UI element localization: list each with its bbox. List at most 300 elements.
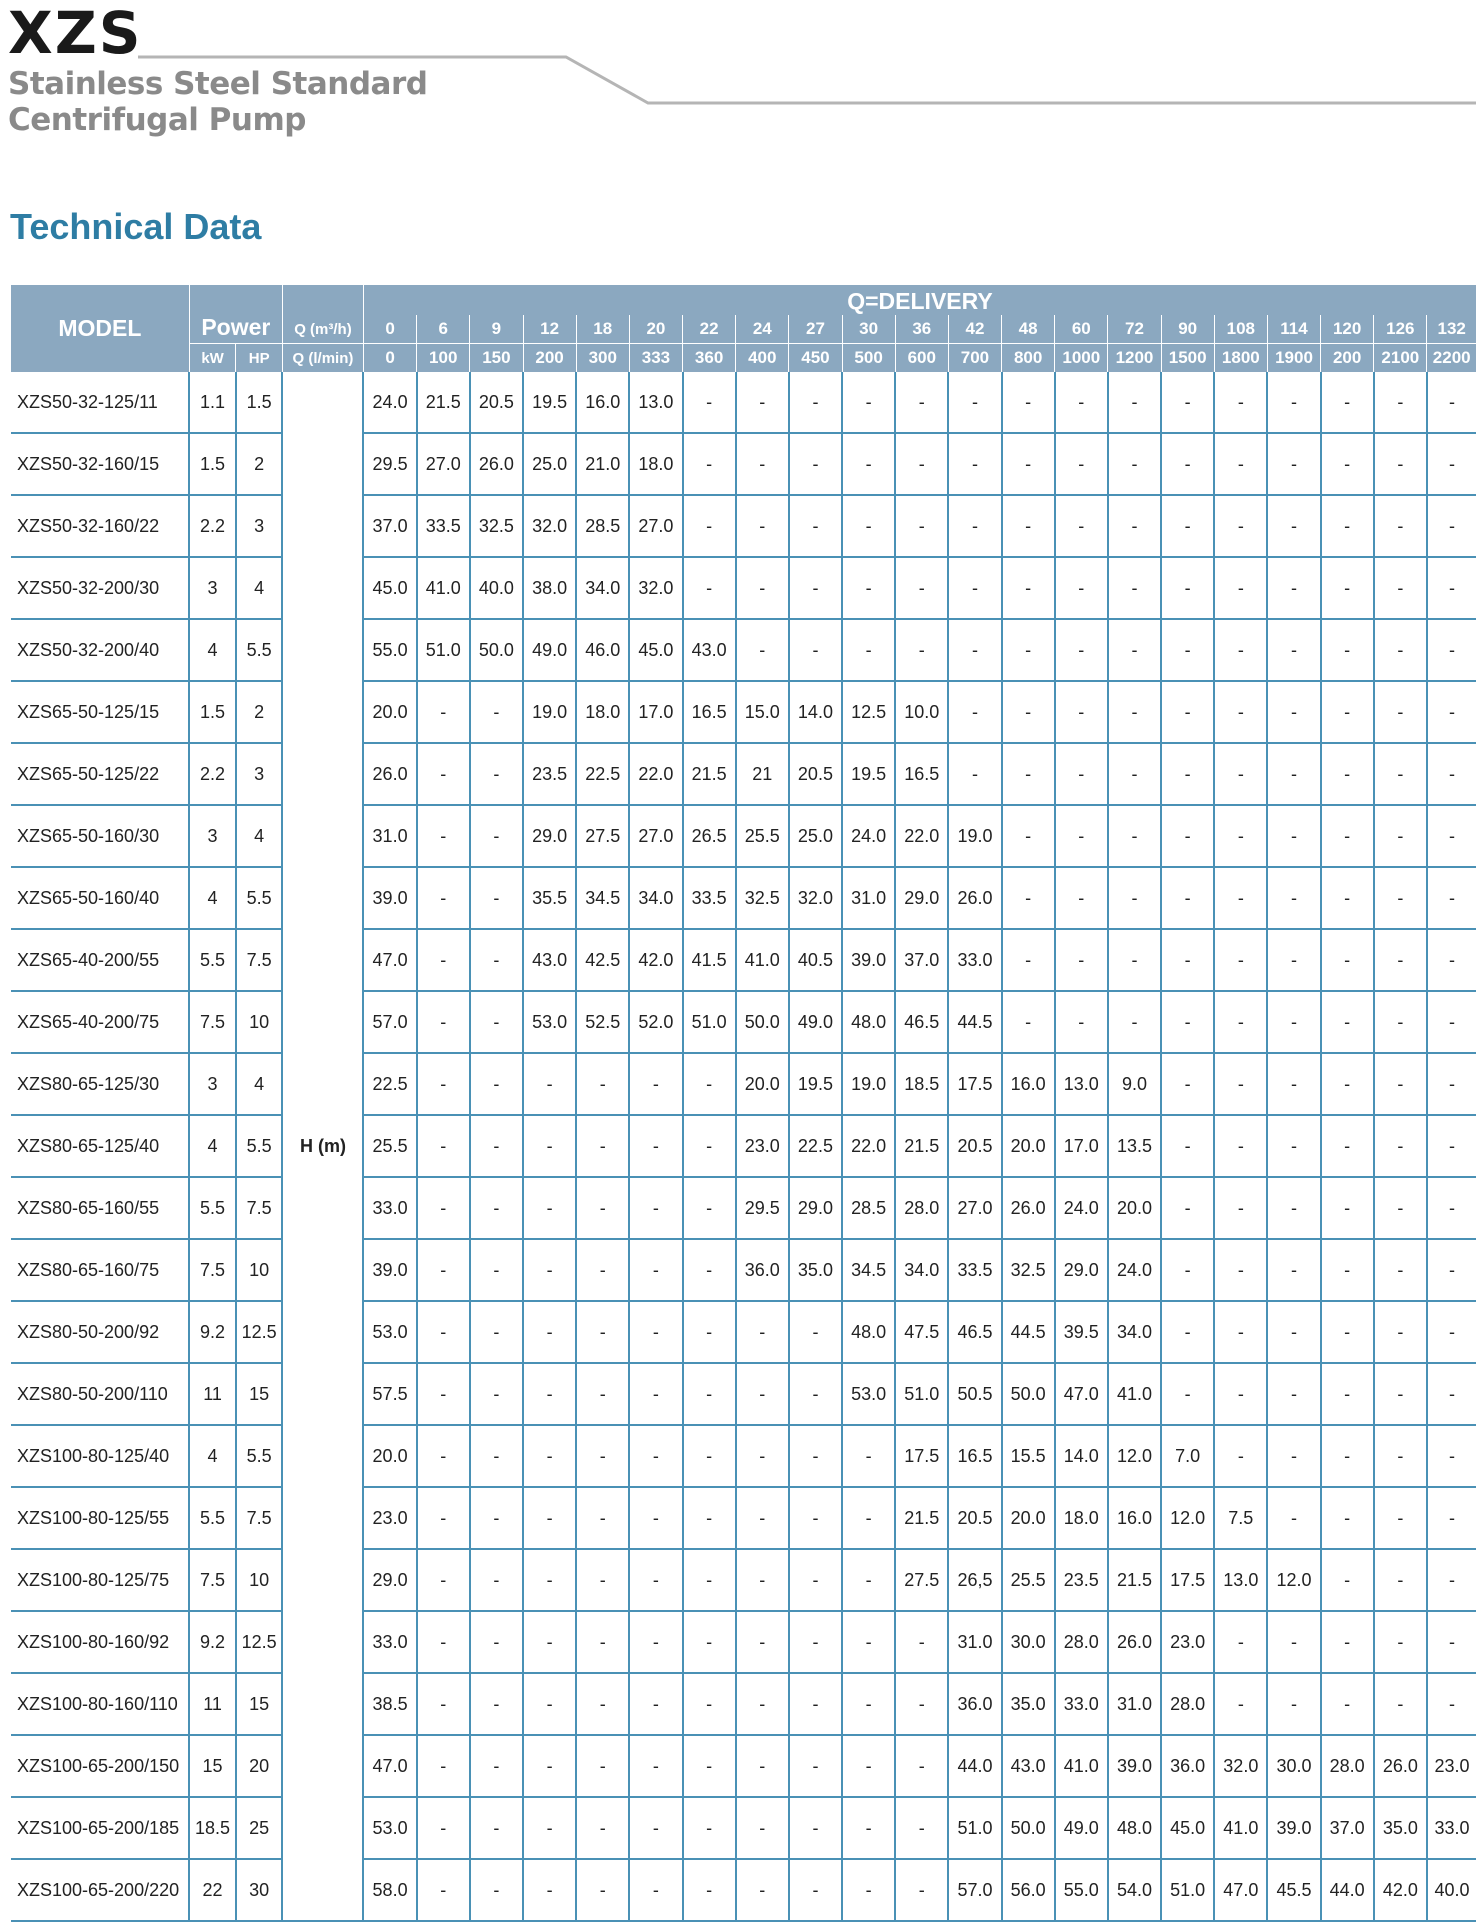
kw-cell: 1.5 xyxy=(189,681,236,743)
head-value-cell: - xyxy=(470,1735,523,1797)
head-value-cell: - xyxy=(1267,619,1320,681)
head-value-cell: 7.5 xyxy=(1214,1487,1267,1549)
head-value-cell: - xyxy=(417,805,470,867)
head-value-cell: - xyxy=(683,1673,736,1735)
head-value-cell: 15.5 xyxy=(1002,1425,1055,1487)
head-value-cell: - xyxy=(789,1487,842,1549)
q-m3h-value: 36 xyxy=(895,315,948,344)
head-value-cell: - xyxy=(576,1177,629,1239)
head-value-cell: 23.0 xyxy=(1161,1611,1214,1673)
head-value-cell: - xyxy=(1374,557,1427,619)
head-value-cell: - xyxy=(1055,929,1108,991)
head-value-cell: 44.5 xyxy=(948,991,1001,1053)
hp-cell: 1.5 xyxy=(236,372,283,433)
head-value-cell: 23.5 xyxy=(1055,1549,1108,1611)
head-value-cell: - xyxy=(1002,929,1055,991)
head-value-cell: - xyxy=(1427,991,1476,1053)
head-value-cell: 21.5 xyxy=(895,1487,948,1549)
q-m3h-value: 90 xyxy=(1161,315,1214,344)
head-value-cell: - xyxy=(683,433,736,495)
head-value-cell: - xyxy=(1374,1115,1427,1177)
hp-cell: 10 xyxy=(236,1239,283,1301)
head-value-cell: 19.0 xyxy=(842,1053,895,1115)
head-value-cell: - xyxy=(842,1673,895,1735)
q-lmin-value: 200 xyxy=(1321,344,1374,373)
head-value-cell: - xyxy=(842,1859,895,1921)
head-value-cell: 20.0 xyxy=(736,1053,789,1115)
head-value-cell: - xyxy=(1108,557,1161,619)
head-value-cell: 15.0 xyxy=(736,681,789,743)
kw-cell: 4 xyxy=(189,867,236,929)
head-value-cell: 27.0 xyxy=(417,433,470,495)
head-value-cell: 21.0 xyxy=(576,433,629,495)
head-value-cell: - xyxy=(1055,433,1108,495)
head-value-cell: 34.0 xyxy=(576,557,629,619)
q-m3h-value: 42 xyxy=(948,315,1001,344)
table-row xyxy=(11,1239,1476,1301)
head-value-cell: - xyxy=(683,1797,736,1859)
q-label-spacer xyxy=(282,285,363,315)
head-value-cell: 50.0 xyxy=(1002,1363,1055,1425)
head-value-cell: 16.5 xyxy=(895,743,948,805)
head-value-cell: - xyxy=(629,1487,682,1549)
head-value-cell: 26.0 xyxy=(470,433,523,495)
head-value-cell: 31.0 xyxy=(363,805,416,867)
head-value-cell: - xyxy=(842,619,895,681)
head-value-cell: - xyxy=(1214,1425,1267,1487)
head-value-cell: - xyxy=(789,1611,842,1673)
head-value-cell: - xyxy=(1374,1487,1427,1549)
head-value-cell: - xyxy=(1374,372,1427,433)
product-code: XZS xyxy=(8,0,143,67)
head-value-cell: 10.0 xyxy=(895,681,948,743)
head-value-cell: - xyxy=(683,1735,736,1797)
head-value-cell: 34.0 xyxy=(895,1239,948,1301)
head-value-cell: - xyxy=(948,743,1001,805)
head-value-cell: - xyxy=(736,1549,789,1611)
head-value-cell: - xyxy=(1267,1239,1320,1301)
head-value-cell: 24.0 xyxy=(1055,1177,1108,1239)
head-value-cell: - xyxy=(470,1115,523,1177)
head-value-cell: - xyxy=(523,1487,576,1549)
head-value-cell: - xyxy=(417,991,470,1053)
head-value-cell: - xyxy=(1427,1115,1476,1177)
head-value-cell: 27.0 xyxy=(629,495,682,557)
head-value-cell: - xyxy=(1055,557,1108,619)
q-lmin-value: 700 xyxy=(948,344,1001,373)
head-value-cell: - xyxy=(789,433,842,495)
head-value-cell: - xyxy=(470,1425,523,1487)
hp-header: HP xyxy=(236,344,283,373)
table-row xyxy=(11,1611,1476,1673)
head-value-cell: - xyxy=(1321,557,1374,619)
head-value-cell: - xyxy=(683,372,736,433)
table-row xyxy=(11,1363,1476,1425)
head-value-cell: - xyxy=(736,1301,789,1363)
head-value-cell: - xyxy=(1427,372,1476,433)
q-lmin-value: 100 xyxy=(417,344,470,373)
head-value-cell: 49.0 xyxy=(789,991,842,1053)
head-value-cell: 25.5 xyxy=(1002,1549,1055,1611)
head-value-cell: 18.0 xyxy=(1055,1487,1108,1549)
head-value-cell: - xyxy=(1267,495,1320,557)
head-value-cell: - xyxy=(1374,1611,1427,1673)
technical-data-table xyxy=(11,285,1476,1922)
model-cell: XZS100-65-200/150 xyxy=(11,1735,189,1797)
product-name-line2: Centrifugal Pump xyxy=(8,102,306,138)
head-value-cell: 53.0 xyxy=(363,1301,416,1363)
head-value-cell: 31.0 xyxy=(1108,1673,1161,1735)
head-value-cell: - xyxy=(629,1797,682,1859)
q-m3h-value: 12 xyxy=(523,315,576,344)
head-value-cell: - xyxy=(1214,743,1267,805)
head-value-cell: - xyxy=(629,1239,682,1301)
q-lmin-value: 0 xyxy=(363,344,416,373)
head-value-cell: - xyxy=(1161,1177,1214,1239)
head-value-cell: - xyxy=(1427,495,1476,557)
head-value-cell: 36.0 xyxy=(1161,1735,1214,1797)
head-value-cell: 27.5 xyxy=(576,805,629,867)
head-value-cell: - xyxy=(1214,1673,1267,1735)
hp-cell: 2 xyxy=(236,681,283,743)
q-m3h-label: Q (m³/h) xyxy=(282,315,363,344)
head-value-cell: - xyxy=(1321,433,1374,495)
model-cell: XZS80-50-200/92 xyxy=(11,1301,189,1363)
head-value-cell: - xyxy=(470,1797,523,1859)
head-value-cell: - xyxy=(683,1239,736,1301)
table-row xyxy=(11,1673,1476,1735)
head-value-cell: - xyxy=(789,495,842,557)
head-value-cell: 33.5 xyxy=(683,867,736,929)
head-value-cell: 42.0 xyxy=(629,929,682,991)
head-value-cell: - xyxy=(683,1425,736,1487)
head-value-cell: - xyxy=(417,929,470,991)
table-row xyxy=(11,433,1476,495)
head-value-cell: - xyxy=(1108,743,1161,805)
head-value-cell: - xyxy=(1374,867,1427,929)
head-value-cell: - xyxy=(736,1735,789,1797)
head-value-cell: - xyxy=(1002,557,1055,619)
kw-cell: 4 xyxy=(189,1115,236,1177)
head-value-cell: 40.0 xyxy=(470,557,523,619)
head-value-cell: - xyxy=(1161,991,1214,1053)
head-value-cell: - xyxy=(789,1301,842,1363)
model-cell: XZS50-32-200/30 xyxy=(11,557,189,619)
head-value-cell: - xyxy=(1214,1053,1267,1115)
head-value-cell: 56.0 xyxy=(1002,1859,1055,1921)
head-value-cell: 51.0 xyxy=(417,619,470,681)
head-value-cell: 53.0 xyxy=(842,1363,895,1425)
head-value-cell: - xyxy=(1267,557,1320,619)
head-value-cell: 50.0 xyxy=(1002,1797,1055,1859)
head-value-cell: 14.0 xyxy=(1055,1425,1108,1487)
q-lmin-value: 1500 xyxy=(1161,344,1214,373)
head-value-cell: - xyxy=(1267,681,1320,743)
head-value-cell: - xyxy=(1214,557,1267,619)
head-value-cell: - xyxy=(1214,929,1267,991)
head-value-cell: - xyxy=(1214,991,1267,1053)
head-value-cell: - xyxy=(1161,557,1214,619)
head-value-cell: 47.0 xyxy=(1214,1859,1267,1921)
head-value-cell: - xyxy=(523,1859,576,1921)
head-value-cell: 20.5 xyxy=(789,743,842,805)
head-value-cell: - xyxy=(576,1735,629,1797)
head-value-cell: - xyxy=(523,1549,576,1611)
head-value-cell: - xyxy=(1108,805,1161,867)
head-value-cell: 34.0 xyxy=(629,867,682,929)
head-value-cell: - xyxy=(523,1363,576,1425)
q-m3h-value: 9 xyxy=(470,315,523,344)
q-m3h-value: 48 xyxy=(1002,315,1055,344)
head-value-cell: 23.0 xyxy=(363,1487,416,1549)
head-value-cell: 18.5 xyxy=(895,1053,948,1115)
kw-cell: 9.2 xyxy=(189,1611,236,1673)
head-value-cell: - xyxy=(842,1611,895,1673)
head-value-cell: 24.0 xyxy=(1108,1239,1161,1301)
head-value-cell: - xyxy=(1108,619,1161,681)
head-value-cell: 21.5 xyxy=(895,1115,948,1177)
q-m3h-value: 18 xyxy=(576,315,629,344)
head-value-cell: - xyxy=(417,1053,470,1115)
head-value-cell: - xyxy=(1267,1611,1320,1673)
head-value-cell: - xyxy=(417,1115,470,1177)
head-value-cell: 45.5 xyxy=(1267,1859,1320,1921)
head-value-cell: - xyxy=(470,1053,523,1115)
head-value-cell: 51.0 xyxy=(1161,1859,1214,1921)
table-row xyxy=(11,495,1476,557)
head-value-cell: 32.5 xyxy=(1002,1239,1055,1301)
kw-cell: 2.2 xyxy=(189,495,236,557)
head-value-cell: - xyxy=(736,619,789,681)
head-value-cell: - xyxy=(1427,1301,1476,1363)
head-value-cell: - xyxy=(1374,495,1427,557)
kw-cell: 18.5 xyxy=(189,1797,236,1859)
head-value-cell: 18.0 xyxy=(629,433,682,495)
head-value-cell: - xyxy=(842,1487,895,1549)
head-value-cell: - xyxy=(470,991,523,1053)
head-value-cell: - xyxy=(1161,805,1214,867)
table-row xyxy=(11,929,1476,991)
head-value-cell: - xyxy=(683,1487,736,1549)
head-value-cell: - xyxy=(1427,433,1476,495)
head-value-cell: - xyxy=(1427,1177,1476,1239)
head-value-cell: 55.0 xyxy=(1055,1859,1108,1921)
head-value-cell: - xyxy=(842,1797,895,1859)
head-value-cell: - xyxy=(842,372,895,433)
head-value-cell: 20.5 xyxy=(948,1115,1001,1177)
head-value-cell: 23.0 xyxy=(736,1115,789,1177)
head-value-cell: 12.0 xyxy=(1267,1549,1320,1611)
head-value-cell: 21 xyxy=(736,743,789,805)
model-header: MODEL xyxy=(11,285,189,372)
hp-cell: 10 xyxy=(236,991,283,1053)
head-value-cell: - xyxy=(1161,681,1214,743)
head-value-cell: 14.0 xyxy=(789,681,842,743)
head-value-cell: - xyxy=(1214,619,1267,681)
head-value-cell: 21.5 xyxy=(683,743,736,805)
head-value-cell: - xyxy=(895,495,948,557)
head-value-cell: 22.0 xyxy=(842,1115,895,1177)
head-value-cell: - xyxy=(1267,743,1320,805)
head-value-cell: 22.0 xyxy=(895,805,948,867)
head-value-cell: - xyxy=(470,681,523,743)
head-value-cell: - xyxy=(576,1673,629,1735)
model-cell: XZS100-65-200/220 xyxy=(11,1859,189,1921)
head-value-cell: 13.5 xyxy=(1108,1115,1161,1177)
head-value-cell: 38.0 xyxy=(523,557,576,619)
table-row xyxy=(11,1797,1476,1859)
head-value-cell: - xyxy=(1427,1549,1476,1611)
head-value-cell: 47.0 xyxy=(1055,1363,1108,1425)
hp-cell: 25 xyxy=(236,1797,283,1859)
head-value-cell: - xyxy=(1321,929,1374,991)
head-value-cell: - xyxy=(736,1859,789,1921)
head-value-cell: - xyxy=(1374,1053,1427,1115)
head-value-cell: - xyxy=(736,1673,789,1735)
hp-cell: 5.5 xyxy=(236,619,283,681)
head-value-cell: - xyxy=(948,433,1001,495)
head-value-cell: - xyxy=(1002,433,1055,495)
hp-cell: 7.5 xyxy=(236,929,283,991)
head-value-cell: 47.0 xyxy=(363,929,416,991)
head-value-cell: 37.0 xyxy=(895,929,948,991)
head-value-cell: - xyxy=(1374,805,1427,867)
head-value-cell: - xyxy=(1002,681,1055,743)
head-value-cell: 17.5 xyxy=(948,1053,1001,1115)
head-value-cell: - xyxy=(683,1177,736,1239)
head-value-cell: - xyxy=(629,1425,682,1487)
head-value-cell: - xyxy=(629,1177,682,1239)
q-lmin-label: Q (l/min) xyxy=(282,344,363,373)
head-value-cell: 17.5 xyxy=(895,1425,948,1487)
model-cell: XZS65-40-200/55 xyxy=(11,929,189,991)
head-value-cell: - xyxy=(1267,1115,1320,1177)
q-m3h-value: 6 xyxy=(417,315,470,344)
model-cell: XZS100-80-125/75 xyxy=(11,1549,189,1611)
hp-cell: 12.5 xyxy=(236,1611,283,1673)
head-value-cell: - xyxy=(523,1797,576,1859)
head-value-cell: - xyxy=(1161,1363,1214,1425)
head-value-cell: 12.0 xyxy=(1161,1487,1214,1549)
head-value-cell: - xyxy=(1321,1239,1374,1301)
head-value-cell: - xyxy=(1321,681,1374,743)
head-value-cell: 43.0 xyxy=(1002,1735,1055,1797)
table-row xyxy=(11,1549,1476,1611)
head-value-cell: - xyxy=(842,433,895,495)
head-value-cell: - xyxy=(523,1053,576,1115)
head-value-cell: - xyxy=(1374,743,1427,805)
q-m3h-value: 60 xyxy=(1055,315,1108,344)
hp-cell: 5.5 xyxy=(236,867,283,929)
head-value-cell: - xyxy=(1374,433,1427,495)
head-value-cell: - xyxy=(736,1611,789,1673)
head-value-cell: 52.5 xyxy=(576,991,629,1053)
head-value-cell: - xyxy=(1214,805,1267,867)
head-value-cell: - xyxy=(1374,1363,1427,1425)
q-lmin-value: 2200 xyxy=(1427,344,1476,373)
head-value-cell: - xyxy=(470,929,523,991)
head-value-cell: - xyxy=(1374,1239,1427,1301)
head-value-cell: - xyxy=(1374,619,1427,681)
q-lmin-value: 2100 xyxy=(1374,344,1427,373)
head-value-cell: - xyxy=(523,1115,576,1177)
kw-cell: 4 xyxy=(189,619,236,681)
head-value-cell: - xyxy=(789,1549,842,1611)
kw-cell: 5.5 xyxy=(189,1487,236,1549)
head-value-cell: - xyxy=(1321,372,1374,433)
head-value-cell: - xyxy=(1267,1053,1320,1115)
head-value-cell: 27.0 xyxy=(629,805,682,867)
head-value-cell: - xyxy=(523,1177,576,1239)
head-value-cell: - xyxy=(576,1549,629,1611)
hp-cell: 10 xyxy=(236,1549,283,1611)
head-value-cell: 36.0 xyxy=(948,1673,1001,1735)
model-cell: XZS80-65-125/40 xyxy=(11,1115,189,1177)
head-value-cell: - xyxy=(1214,1177,1267,1239)
head-value-cell: - xyxy=(895,1611,948,1673)
head-value-cell: 42.0 xyxy=(1374,1859,1427,1921)
head-value-cell: - xyxy=(789,1859,842,1921)
kw-cell: 5.5 xyxy=(189,929,236,991)
brand-block xyxy=(8,0,427,138)
head-value-cell: 16.5 xyxy=(948,1425,1001,1487)
head-value-cell: - xyxy=(1267,867,1320,929)
head-value-cell: - xyxy=(1108,495,1161,557)
hp-cell: 4 xyxy=(236,805,283,867)
head-value-cell: - xyxy=(1108,867,1161,929)
head-value-cell: 25.5 xyxy=(363,1115,416,1177)
head-value-cell: - xyxy=(1267,991,1320,1053)
table-row xyxy=(11,557,1476,619)
head-value-cell: 39.0 xyxy=(1108,1735,1161,1797)
head-value-cell: - xyxy=(1002,991,1055,1053)
head-value-cell: - xyxy=(1427,1053,1476,1115)
head-value-cell: 16.0 xyxy=(1108,1487,1161,1549)
head-value-cell: 26,5 xyxy=(948,1549,1001,1611)
head-value-cell: - xyxy=(1055,619,1108,681)
hp-cell: 4 xyxy=(236,557,283,619)
head-value-cell: 38.5 xyxy=(363,1673,416,1735)
head-value-cell: - xyxy=(1214,372,1267,433)
hp-cell: 15 xyxy=(236,1363,283,1425)
kw-header: kW xyxy=(189,344,236,373)
hp-cell: 4 xyxy=(236,1053,283,1115)
head-value-cell: - xyxy=(470,1239,523,1301)
head-value-cell: - xyxy=(683,1363,736,1425)
head-value-cell: 41.0 xyxy=(736,929,789,991)
model-cell: XZS80-65-160/75 xyxy=(11,1239,189,1301)
head-value-cell: 7.0 xyxy=(1161,1425,1214,1487)
q-lmin-value: 500 xyxy=(842,344,895,373)
head-value-cell: - xyxy=(1108,433,1161,495)
head-value-cell: 26.0 xyxy=(1108,1611,1161,1673)
table-row xyxy=(11,1115,1476,1177)
head-value-cell: - xyxy=(1214,495,1267,557)
head-value-cell: - xyxy=(470,743,523,805)
head-value-cell: - xyxy=(1214,1115,1267,1177)
head-value-cell: 32.0 xyxy=(629,557,682,619)
head-value-cell: 53.0 xyxy=(523,991,576,1053)
kw-cell: 11 xyxy=(189,1363,236,1425)
kw-cell: 4 xyxy=(189,1425,236,1487)
head-value-cell: - xyxy=(470,1363,523,1425)
head-value-cell: - xyxy=(1427,1363,1476,1425)
model-cell: XZS100-80-125/40 xyxy=(11,1425,189,1487)
head-value-cell: - xyxy=(736,1797,789,1859)
head-value-cell: - xyxy=(523,1611,576,1673)
delivery-header: Q=DELIVERY xyxy=(363,285,1476,315)
head-value-cell: - xyxy=(1427,1487,1476,1549)
